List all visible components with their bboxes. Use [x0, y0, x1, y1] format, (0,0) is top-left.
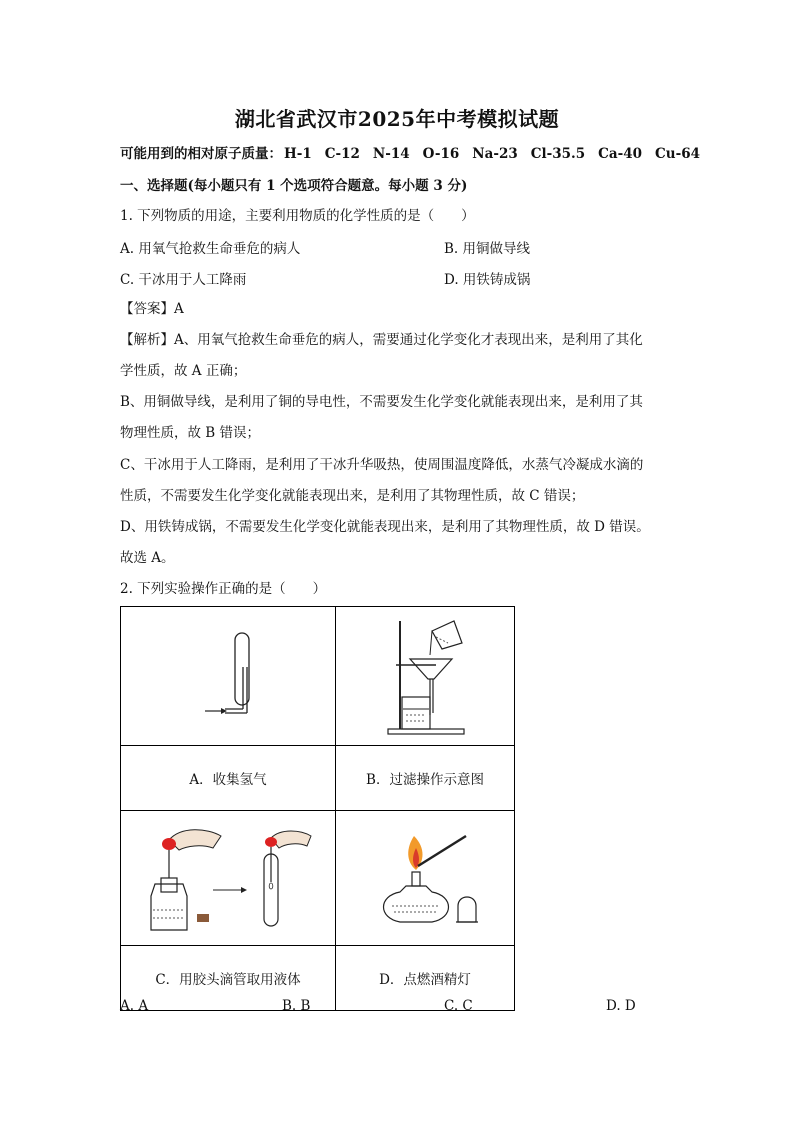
atomic-masses-label: 可能用到的相对原子质量： [120, 146, 282, 162]
q2-choice-a: A. A [120, 998, 149, 1014]
q1-answer: 【答案】A [120, 301, 184, 317]
figure-d-cell [336, 811, 515, 946]
q2-choice-b: B. B [282, 998, 311, 1014]
q1-analysis-line: 故选 A。 [120, 550, 175, 566]
q1-analysis-line: 学性质，故 A 正确； [120, 363, 247, 379]
mass-cu: Cu-64 [655, 146, 700, 162]
figure-d-caption: D．点燃酒精灯 [336, 946, 515, 1011]
q2-choice-c: C. C [444, 998, 473, 1014]
q2-stem: 2. 下列实验操作正确的是（ ） [120, 581, 327, 597]
mass-n: N-14 [372, 146, 410, 162]
q1-stem: 1. 下列物质的用途，主要利用物质的化学性质的是（ ） [120, 208, 475, 224]
mass-cl: Cl-35.5 [530, 146, 586, 162]
q2-figure-table [120, 606, 515, 1011]
figure-a-cell [121, 607, 336, 746]
page-title: 湖北省武汉市2025年中考模拟试题 [234, 107, 560, 131]
test-tube-collect-gas-illustration [121, 607, 335, 741]
alcohol-lamp-illustration [336, 818, 514, 934]
q1-option-a: A. 用氧气抢救生命垂危的病人 [120, 241, 301, 257]
mass-na: Na-23 [472, 146, 518, 162]
section-heading: 一、选择题(每小题只有 1 个选项符合题意。每小题 3 分) [120, 178, 468, 194]
figure-c-cell [121, 811, 336, 946]
q1-analysis-line: 物理性质，故 B 错误； [120, 425, 261, 441]
mass-o: O-16 [422, 146, 460, 162]
q1-analysis-line: C、干冰用于人工降雨，是利用了干冰升华吸热，使周围温度降低，水蒸气冷凝成水滴的 [120, 457, 644, 473]
figure-b-caption: B．过滤操作示意图 [336, 746, 515, 811]
figure-b-cell [336, 607, 515, 746]
filtration-apparatus-illustration [336, 607, 514, 741]
q2-choice-d: D. D [606, 998, 636, 1014]
figure-a-caption: A．收集氢气 [121, 746, 336, 811]
q1-analysis-line: D、用铁铸成锅，不需要发生化学变化就能表现出来，是利用了其物理性质，故 D 错误。 [120, 519, 650, 535]
dropper-liquid-illustration [121, 818, 335, 934]
q1-analysis-line: B、用铜做导线，是利用了铜的导电性，不需要发生化学变化就能表现出来，是利用了其 [120, 394, 643, 410]
q1-analysis-line: 【解析】A、用氧气抢救生命垂危的病人，需要通过化学变化才表现出来，是利用了其化 [120, 332, 643, 348]
mass-c: C-12 [324, 146, 360, 162]
mass-ca: Ca-40 [598, 146, 643, 162]
atomic-masses-line [120, 144, 713, 164]
q1-analysis-line: 性质，不需要发生化学变化就能表现出来，是利用了其物理性质，故 C 错误； [120, 488, 585, 504]
figure-c-caption: C．用胶头滴管取用液体 [121, 946, 336, 1011]
q1-option-c: C. 干冰用于人工降雨 [120, 272, 247, 288]
mass-h: H-1 [284, 146, 312, 162]
q1-option-d: D. 用铁铸成锅 [444, 272, 531, 288]
q1-option-b: B. 用铜做导线 [444, 241, 531, 257]
